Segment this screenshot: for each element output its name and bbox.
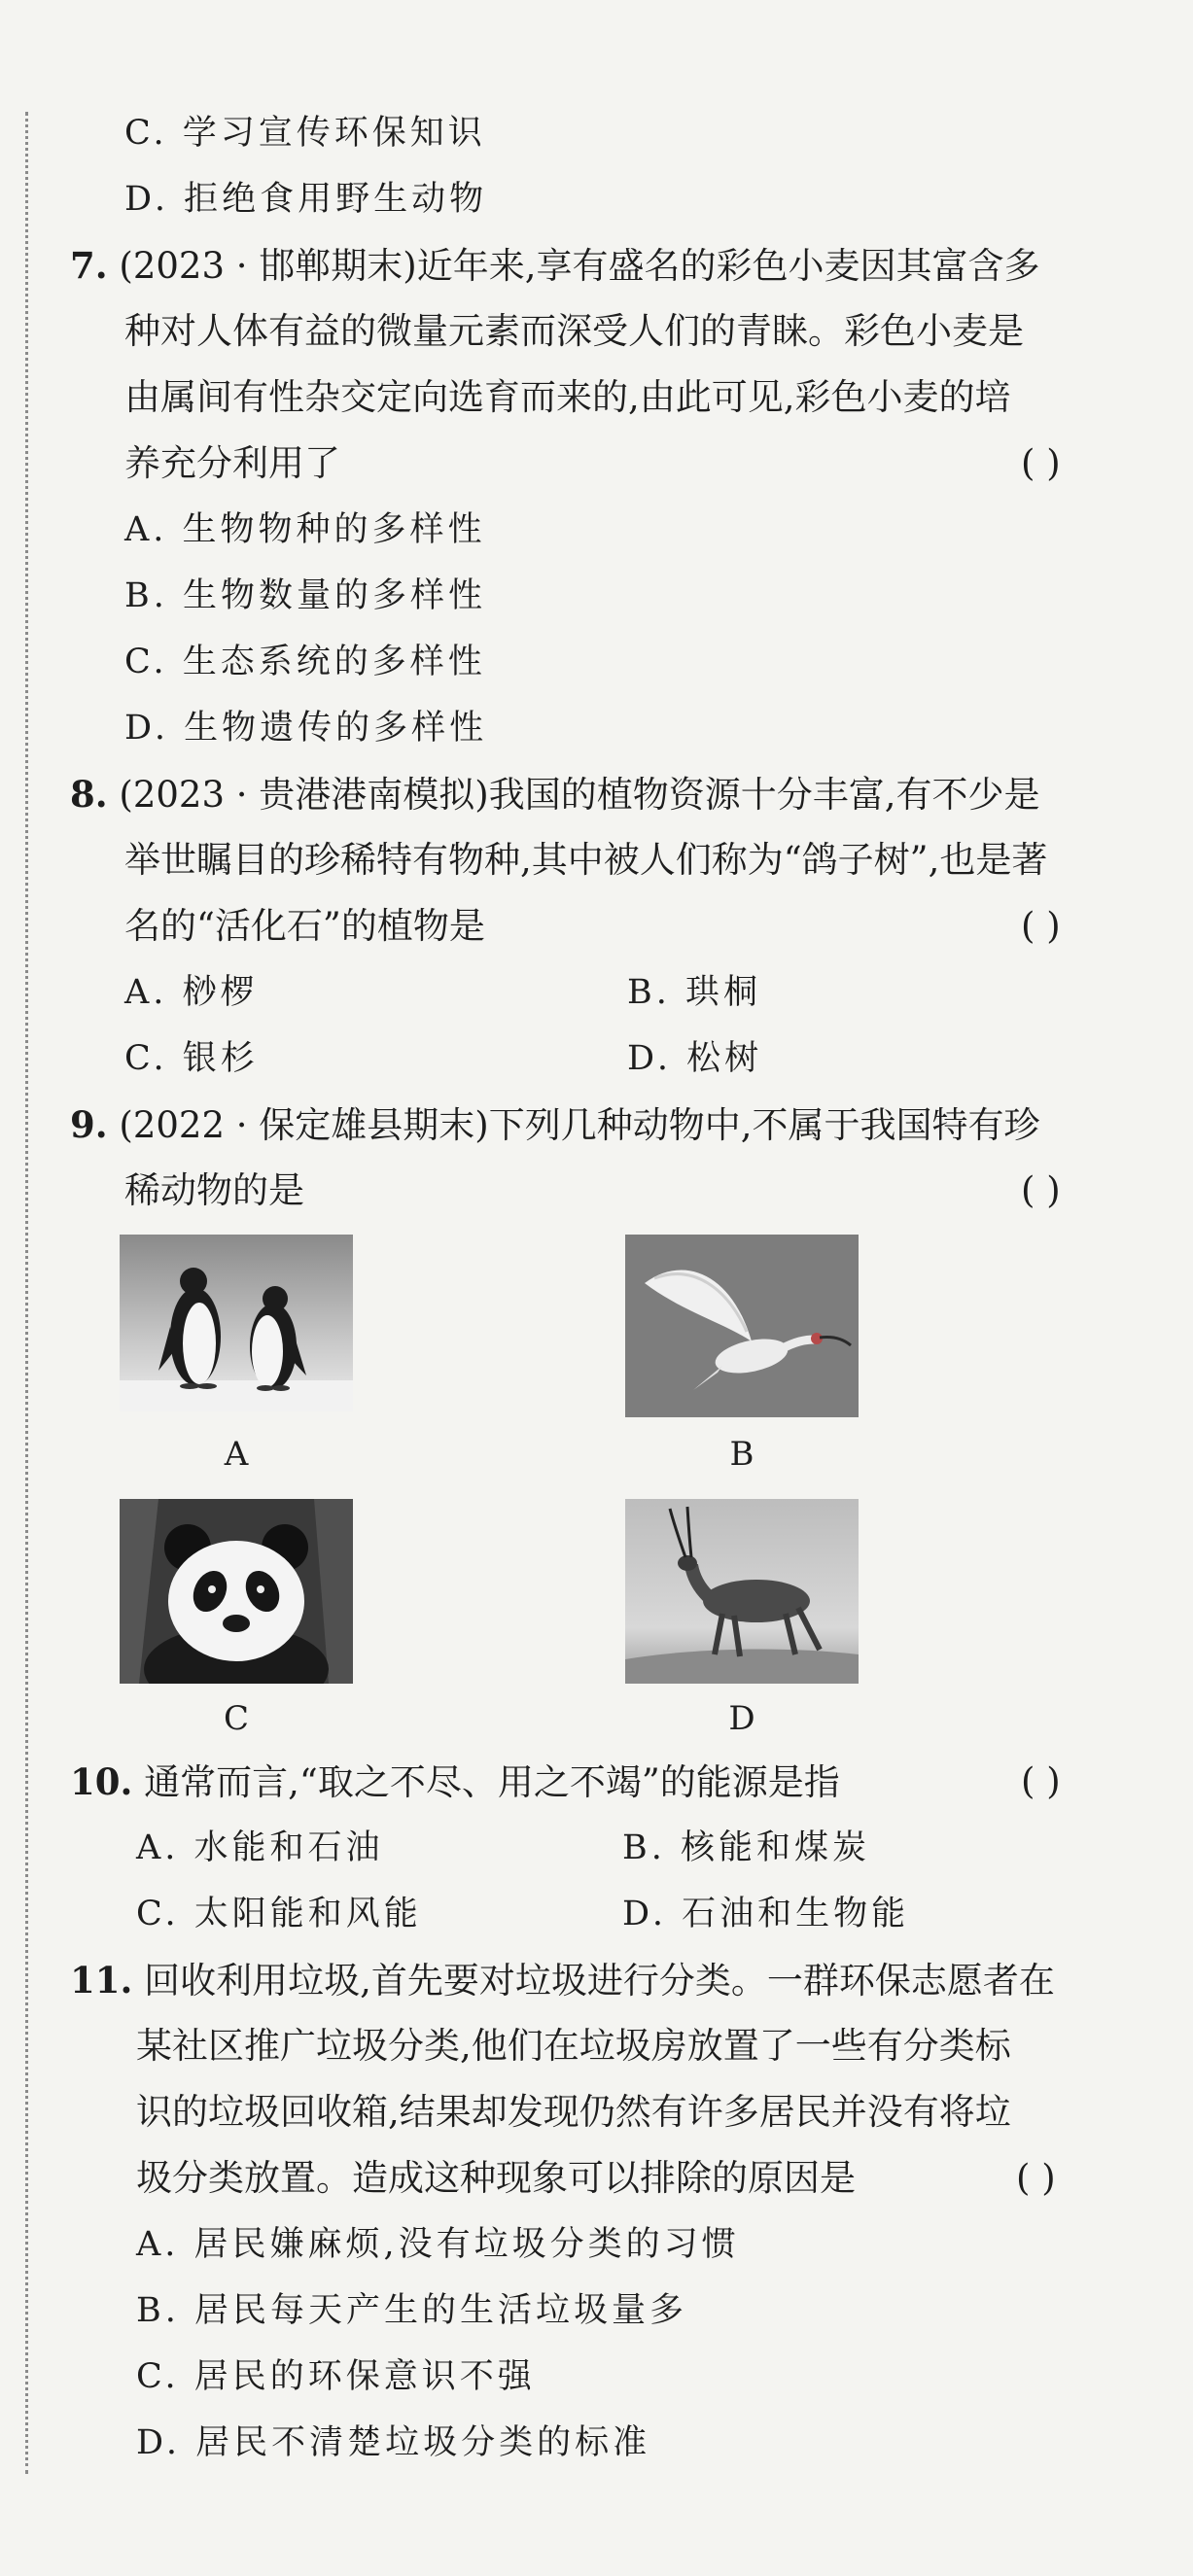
q8-answer-blank: ( ) — [1021, 905, 1061, 947]
q8-text-line3: 名的“活化石”的植物是 — [124, 905, 485, 947]
q11-text-line1: 回收利用垃圾,首先要对垃圾进行分类。一群环保志愿者在 — [144, 1960, 1055, 2002]
q9-text-line2: 稀动物的是 — [124, 1169, 304, 1211]
penguin-image — [120, 1235, 353, 1411]
q10-option-c: C. 太阳能和风能 — [136, 1895, 422, 1933]
q8-stem-line1 — [70, 770, 1039, 819]
q7-text-line3: 由属间有性杂交定向选育而来的,由此可见,彩色小麦的培 — [124, 376, 1011, 418]
binding-margin-line — [25, 112, 28, 2474]
figure-caption-c: C — [223, 1699, 249, 1738]
q11-number: 11. — [70, 1959, 133, 2002]
q9-stem-line1 — [70, 1100, 1039, 1150]
q8-number: 8. — [70, 773, 108, 816]
q11-text-line4: 圾分类放置。造成这种现象可以排除的原因是 — [136, 2157, 856, 2199]
q10-option-a: A. 水能和石油 — [136, 1828, 384, 1867]
q7-text-line1: (2023 · 邯郸期末)近年来,享有盛名的彩色小麦因其富含多 — [119, 245, 1040, 287]
crested-ibis-image — [625, 1235, 859, 1417]
q7-option-a: A. 生物物种的多样性 — [124, 510, 486, 549]
q11-option-b: B. 居民每天产生的生活垃圾量多 — [136, 2291, 687, 2330]
q7-text-line2: 种对人体有益的微量元素而深受人们的青睐。彩色小麦是 — [124, 310, 1024, 352]
figure-caption-b: B — [729, 1435, 754, 1474]
giant-panda-image — [120, 1499, 353, 1684]
q9-number: 9. — [70, 1103, 108, 1146]
q11-text-line2: 某社区推广垃圾分类,他们在垃圾房放置了一些有分类标 — [136, 2025, 1011, 2067]
q10-number: 10. — [70, 1760, 133, 1803]
q11-stem-line1 — [70, 1956, 1055, 2005]
q10-text-line1: 通常而言,“取之不尽、用之不竭”的能源是指 — [144, 1761, 840, 1803]
q8-option-d: D. 松树 — [627, 1039, 763, 1078]
figure-caption-a: A — [224, 1435, 249, 1474]
q7-number: 7. — [70, 244, 108, 287]
q6-option-d: D. 拒绝食用野生动物 — [124, 180, 488, 219]
q6-option-c: C. 学习宣传环保知识 — [124, 114, 486, 153]
q8-option-a: A. 桫椤 — [124, 973, 259, 1012]
q10-option-b: B. 核能和煤炭 — [622, 1828, 870, 1867]
q10-answer-blank: ( ) — [1021, 1760, 1061, 1802]
q7-option-c: C. 生态系统的多样性 — [124, 643, 486, 681]
q9-answer-blank: ( ) — [1021, 1169, 1061, 1211]
q8-option-c: C. 银杉 — [124, 1039, 259, 1078]
q11-answer-blank: ( ) — [1016, 2157, 1056, 2199]
q11-option-a: A. 居民嫌麻烦,没有垃圾分类的习惯 — [136, 2225, 740, 2264]
q7-stem-line1 — [70, 241, 1039, 291]
figure-caption-d: D — [728, 1699, 755, 1738]
q7-answer-blank: ( ) — [1021, 442, 1061, 484]
tibetan-antelope-image — [625, 1499, 859, 1684]
q9-text-line1: (2022 · 保定雄县期末)下列几种动物中,不属于我国特有珍 — [119, 1104, 1040, 1146]
q7-option-b: B. 生物数量的多样性 — [124, 576, 486, 615]
q11-option-c: C. 居民的环保意识不强 — [136, 2357, 536, 2396]
q11-text-line3: 识的垃圾回收箱,结果却发现仍然有许多居民并没有将垃 — [136, 2091, 1011, 2133]
q8-text-line1: (2023 · 贵港港南模拟)我国的植物资源十分丰富,有不少是 — [119, 774, 1040, 816]
q8-option-b: B. 珙桐 — [627, 973, 761, 1012]
q11-option-d: D. 居民不清楚垃圾分类的标准 — [136, 2423, 651, 2462]
q7-text-line4: 养充分利用了 — [124, 442, 340, 484]
q10-stem-line1 — [70, 1758, 840, 1807]
q10-option-d: D. 石油和生物能 — [622, 1895, 910, 1933]
q8-text-line2: 举世瞩目的珍稀特有物种,其中被人们称为“鸽子树”,也是著 — [124, 839, 1048, 881]
q7-option-d: D. 生物遗传的多样性 — [124, 709, 488, 748]
